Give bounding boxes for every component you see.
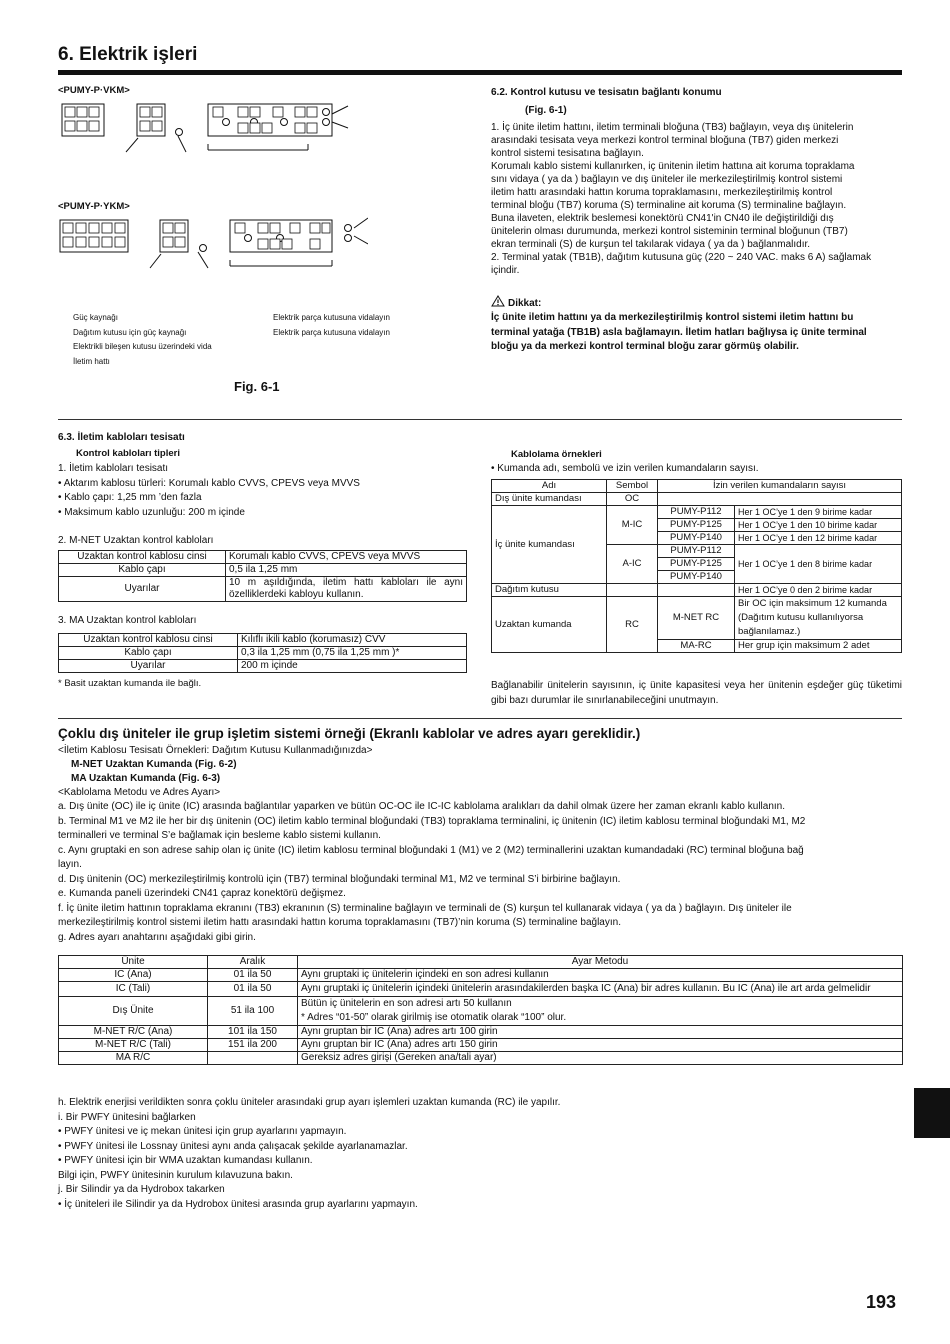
list-item: b. Terminal M1 ve M2 ile her bir dış ünitenin (OC) iletim kablo terminal bloğundaki (TB3) topraklama terminalini, iç ünitenin (IC) iletim kablosu terminal bloğundaki M1, M2 [58,815,806,827]
caution-line: bloğu ya da merkezi kontrol terminal bloğu zarar görmüş olabilir. [491,341,799,352]
body-line: iletim hattı arasındaki hattın koruma topraklamasını, merkezileştirilmiş kontrol [491,187,833,198]
list-item: • PWFY ünitesi ve iç mekan ünitesi için grup ayarlarını yapmayın. [58,1126,347,1137]
table-cell: Her 1 OC’ye 0 den 2 birime kadar [735,584,902,597]
group-subtitle: <İletim Kablosu Tesisatı Örnekleri: Dağıtım Kutusu Kullanmadığınızda> [58,745,373,756]
legend-item: Elektrik parça kutusuna vidalayın [273,313,390,322]
list-item: f. İç ünite iletim hattının topraklama ekranını (TB3) ekranının (S) terminaline bağlayın ve terminali de (S) kurşun tel kullanarak vidaya ( ya da ) bağlayın. Dış üniteler ile [58,902,792,914]
table-cell: PUMY-P125 [658,558,735,571]
table-cell: MA R/C [59,1052,208,1065]
list-item: h. Elektrik enerjisi verildikten sonra çoklu üniteler arasındaki grup ayarı işlemleri uzaktan kumanda (RC) ile yapılır. [58,1097,561,1108]
table-cell: İç ünite kumandası [492,506,607,584]
title-rule [58,70,902,75]
warning-icon [491,295,505,307]
table-cell: 10 m aşıldığında, iletim hattı kabloları ile aynı özelliklerdeki kabloyu kullanın. [226,577,467,602]
wiring-title: Kablolama örnekleri [511,449,602,460]
body-line: Korumalı kablo sistemi kullanırken, iç ünitenin iletim hattına ait koruma topraklama [491,161,855,172]
table-row [492,584,902,597]
table-cell: 0,5 ila 1,25 mm [226,564,467,577]
section-6-2-body [491,121,903,277]
table-cell: Uzaktan kontrol kablosu cinsi [59,634,238,647]
section-6-3-title: 6.3. İletim kabloları tesisatı [58,432,185,443]
list-item: merkezileştirilmiş kontrol sistemi iletim hattı arasındaki hattın koruma topraklamasını (TB7)’nin koruma (S) terminaline bağlayın. [58,917,621,928]
final-notes [58,1096,560,1212]
list-item: • İç üniteleri ile Silindir ya da Hydrobox ünitesi arasında grup ayarlarını yapmayın. [58,1198,418,1210]
list-item: terminalleri ve terminal S’e bağlamak için besleme kablo sistemi kullanın. [58,830,381,841]
table-cell: 01 ila 50 [208,969,298,982]
table-cell [208,1052,298,1065]
table-header: Ayar Metodu [298,956,903,969]
table-header: Aralık [208,956,298,969]
table-cell: OC [607,493,658,506]
table-row [59,551,467,564]
fig-6-2-ref: M-NET Uzaktan Kumanda (Fig. 6-2) [71,759,237,770]
legend-item: Elektrikli bileşen kutusu üzerindeki vida [73,342,212,351]
table-row [59,564,467,577]
caution-line: İç ünite iletim hattını ya da merkezileştirilmiş kontrol sistemi iletim hattını bu [491,312,854,323]
body-line: kontrol sistemi tesisatına bağlayın. [491,148,644,159]
table-cell: 151 ila 200 [208,1039,298,1052]
caution-label: Dikkat: [508,298,542,309]
fig-legend-left [73,311,212,369]
section-divider [58,718,902,719]
table-cell: M-NET R/C (Ana) [59,1026,208,1039]
legend-item: Güç kaynağı [73,313,118,322]
table-cell: M-NET RC [658,597,735,640]
table-cell: Uzaktan kumanda [492,597,607,653]
table-row [59,997,903,1026]
table-row [59,982,903,997]
table-cell: PUMY-P125 [658,519,735,532]
chapter-tab [914,1088,950,1138]
mnet-cable-table [58,550,467,602]
caution-line: terminal yatağa (TB1B) asla bağlamayın. İletim hatları bağlıysa iç ünite terminal [491,326,867,338]
ma-cable-table [58,633,467,673]
table-row [59,1026,903,1039]
table-cell: Her 1 OC’ye 1 den 12 birime kadar [735,532,902,545]
table-cell: Uzaktan kontrol kablosu cinsi [59,551,226,564]
table-cell: Gereksiz adres girişi (Gereken ana/tali ayar) [298,1052,903,1065]
fig-6-3-ref: MA Uzaktan Kumanda (Fig. 6-3) [71,773,221,784]
group-steps [58,800,805,945]
table-cell: Her grup için maksimum 2 adet [735,640,902,653]
table-header: Sembol [607,480,658,493]
legend-item: İletim hattı [73,356,110,366]
table-cell: IC (Tali) [59,982,208,997]
body-line: sını vidaya ( ya da ) bağlayın ve dış üniteler ile merkezileştirilmiş kontrol sistemi [491,174,843,185]
model-label-ykm: <PUMY-P·YKM> [58,201,130,212]
table-cell: Her 1 OC’ye 1 den 8 birime kadar [735,545,902,584]
table-row [59,1052,903,1065]
table-cell: Uyarılar [59,660,238,673]
table-cell: 101 ila 150 [208,1026,298,1039]
table-cell [658,493,902,506]
section-divider [58,419,902,420]
table-cell: M-NET R/C (Tali) [59,1039,208,1052]
list-item: g. Adres ayarı anahtarını aşağıdaki gibi girin. [58,931,256,943]
list-item: • Kablo çapı: 1,25 mm ’den fazla [58,492,202,503]
table-cell: 51 ila 100 [208,997,298,1026]
table-cell: PUMY-P140 [658,571,735,584]
list-item: e. Kumanda paneli üzerindeki CN41 çapraz konektörü değişmez. [58,888,346,899]
table-cell: Her 1 OC’ye 1 den 9 birime kadar [735,506,902,519]
table-row [59,1039,903,1052]
body-line: ekran terminali (S) de kurşun tel takılarak vidaya ( ya da ) bağlanmalıdır. [491,239,811,250]
table-cell: Bir OC için maksimum 12 kumanda (Dağıtım kutusu kullanılıyorsa bağlanılamaz.) [735,597,902,640]
table-cell: Dış ünite kumandası [492,493,607,506]
list-item: c. Aynı gruptaki en son adrese sahip olan iç ünite (IC) iletim kablosu terminal bloğundaki 1 (M1) ve 2 (M2) terminallerini uzaktan kumandadaki (RC) terminal bloğuna bağ [58,844,804,856]
body-line: arasındaki tesisata veya merkezi kontrol terminal bloğuna (TB7) giden merkezi [491,135,839,146]
figure-caption: Fig. 6-1 [234,379,280,394]
list-item: • Maksimum kablo uzunluğu: 200 m içinde [58,506,245,518]
body-line: 2. Terminal yatak (TB1B), dağıtım kutusuna güç (220 ~ 240 VAC. maks 6 A) sağlamak [491,252,872,263]
section-6-2-title: 6.2. Kontrol kutusu ve tesisatın bağlantı konumu [491,87,722,98]
table-row [492,597,902,640]
table-header: İzin verilen kumandaların sayısı [658,480,902,493]
table-row [59,647,467,660]
table-cell: 200 m içinde [238,660,467,673]
table-cell [658,584,735,597]
table-cell: Her 1 OC’ye 1 den 10 birime kadar [735,519,902,532]
page-title: 6. Elektrik işleri [58,44,198,65]
table-row [59,660,467,673]
body-line: içindir. [491,265,520,276]
wiring-method-heading: <Kablolama Metodu ve Adres Ayarı> [58,787,221,798]
legend-item: Elektrik parça kutusuna vidalayın [273,327,390,337]
table-row [59,969,903,982]
table-cell: Dağıtım kutusu [492,584,607,597]
table-cell: MA-RC [658,640,735,653]
table-cell: M-IC [607,506,658,545]
list-item: • Aktarım kablosu türleri: Korumalı kablo CVVS, CPEVS veya MVVS [58,477,360,489]
table-row [59,634,467,647]
table-cell: Aynı gruptaki iç ünitelerin içindeki en son adresi kullanın [298,969,903,982]
model-label-vkm: <PUMY-P·VKM> [58,85,130,96]
ma-note: * Basit uzaktan kumanda ile bağlı. [58,678,202,689]
table-cell: Aynı gruptan bir IC (Ana) adres artı 150 girin [298,1039,903,1052]
table-cell: 0,3 ila 1,25 mm (0,75 ila 1,25 mm )* [238,647,467,660]
table-cell: Uyarılar [59,577,226,602]
table-cell: Dış Ünite [59,997,208,1026]
section-6-2-title-cont: (Fig. 6-1) [525,105,567,116]
caution-text [491,311,867,355]
list-item: i. Bir PWFY ünitesini bağlarken [58,1111,196,1123]
mnet-heading: 2. M-NET Uzaktan kontrol kabloları [58,535,214,546]
table-cell: Bütün iç ünitelerin en son adresi artı 50 kullanın * Adres “01-50” olarak girilmiş ise otomatik olarak “100” olur. [298,997,903,1026]
table-cell: RC [607,597,658,653]
wiring-bullet: • Kumanda adı, sembolü ve izin verilen kumandaların sayısı. [491,463,759,474]
body-line: Buna ilaveten, elektrik beslemesi konektörü CN41'in CN40 ile değiştirildiği dış [491,213,834,224]
list-item: • PWFY ünitesi ile Lossnay ünitesi aynı anda çalışacak şekilde ayarlanamazlar. [58,1140,408,1152]
ma-heading: 3. MA Uzaktan kontrol kabloları [58,615,197,626]
table-cell: PUMY-P112 [658,545,735,558]
table-cell: 01 ila 50 [208,982,298,997]
table-cell: Kablo çapı [59,564,226,577]
fig-legend-right [273,311,390,340]
section-6-3-list [58,462,360,520]
list-item: layın. [58,859,82,870]
table-cell: IC (Ana) [59,969,208,982]
terminal-diagram-vkm [58,98,358,158]
table-header: Adı [492,480,607,493]
table-cell: Kılıflı ikili kablo (korumasız) CVV [238,634,467,647]
page-number: 193 [866,1292,897,1312]
table-cell [607,584,658,597]
list-item: Bilgi için, PWFY ünitesinin kurulum kılavuzuna bakın. [58,1169,293,1181]
list-item: d. Dış ünitenin (OC) merkezileştirilmiş kontrolü için (TB7) terminal bloğundaki terminal M1, M2 ve terminal S’i birbirine bağlayın. [58,873,621,885]
wiring-note: Bağlanabilir ünitelerin sayısının, iç ünite kapasitesi veya her ünitenin eşdeğer güç tüketimi gibi bazı durumlar ile sınırlanabileceğini unutmayın. [491,680,902,706]
table-header: Ünite [59,956,208,969]
table-row [492,506,902,519]
table-row [492,493,902,506]
group-system-title: Çoklu dış üniteler ile grup işletim sistemi örneği (Ekranlı kablolar ve adres ayarı gereklidir.) [58,726,641,741]
table-cell: Aynı gruptan bir IC (Ana) adres artı 100 girin [298,1026,903,1039]
body-line: terminal bloğu (TB7) koruma (S) terminaline ait koruma (S) terminaline bağlayın. [491,200,847,211]
legend-item: Dağıtım kutusu için güç kaynağı [73,327,187,337]
controller-table [491,479,902,653]
table-cell: Aynı gruptaki iç ünitelerin içindeki ünitelerin arasındakilerden başka IC (Ana) bir adres kullanın. Bu IC (Ana) ile art arda gelmelidir [298,982,903,997]
terminal-diagram-ykm [58,214,368,274]
table-cell: Kablo çapı [59,647,238,660]
table-cell: PUMY-P112 [658,506,735,519]
table-cell: A-IC [607,545,658,584]
list-item: • PWFY ünitesi için bir WMA uzaktan kumandası kullanın. [58,1155,313,1166]
table-row [59,577,467,602]
table-cell: PUMY-P140 [658,532,735,545]
address-table [58,955,903,1065]
list-item: j. Bir Silindir ya da Hydrobox takarken [58,1184,225,1195]
list-item: 1. İletim kabloları tesisatı [58,463,169,474]
body-line: 1. İç ünite iletim hattını, iletim terminali bloğuna (TB3) bağlayın, veya dış ünitelerin [491,122,854,133]
table-row [492,480,902,493]
body-line: ünitelerin olması durumunda, merkezi kontrol sisteminin terminal bloğunun (TB7) [491,226,848,237]
table-row [59,956,903,969]
list-item: a. Dış ünite (OC) ile iç ünite (IC) arasında bağlantılar yaparken ve bütün OC-OC ile IC-IC kablolama aralıkları da dahil olmak üzere her zaman ekranlı kablo kullanın. [58,801,785,812]
section-6-3-subtitle: Kontrol kabloları tipleri [76,448,180,459]
table-cell: Korumalı kablo CVVS, CPEVS veya MVVS [226,551,467,564]
